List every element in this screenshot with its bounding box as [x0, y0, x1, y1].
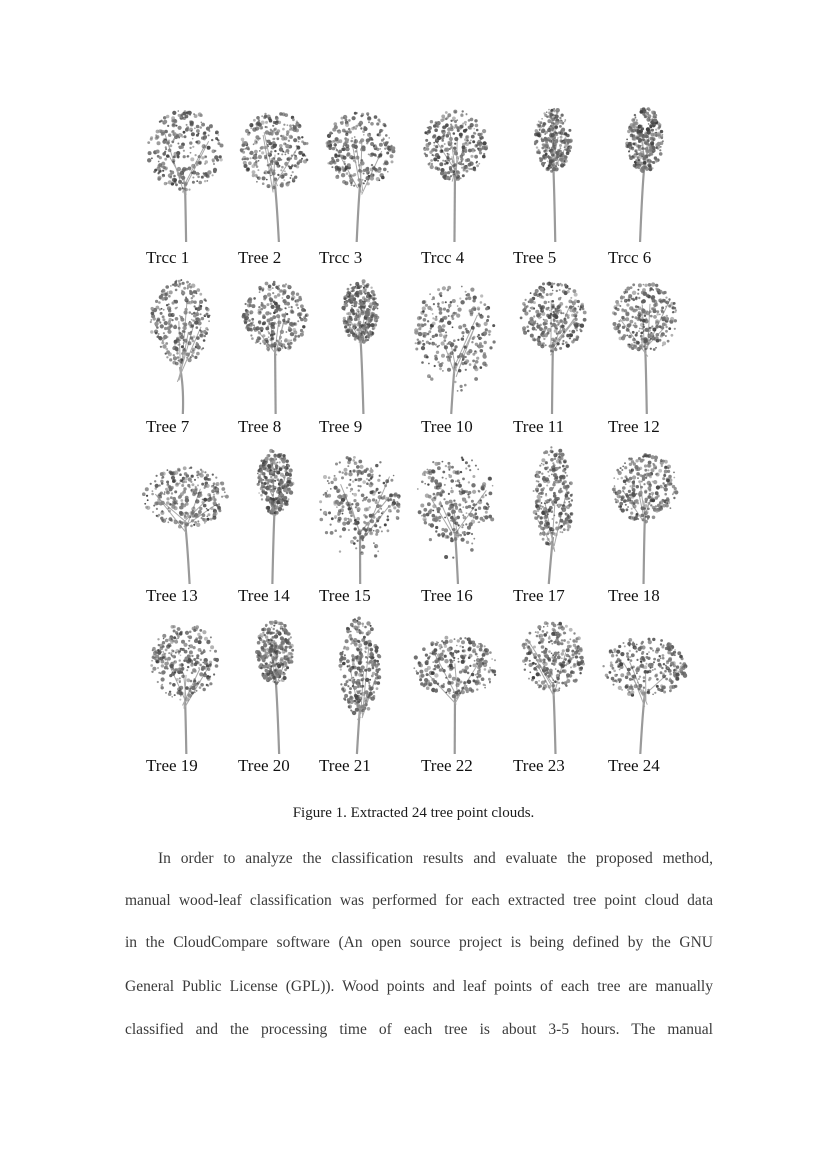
tree-label: Tree 22: [421, 756, 473, 775]
tree-point-cloud-image: [140, 442, 230, 592]
tree-label: Tree 18: [608, 586, 660, 605]
tree-label: Trcc 3: [319, 248, 363, 267]
tree-point-cloud-image: [410, 442, 500, 592]
tree-point-cloud-image: [230, 100, 320, 250]
tree-label: Trcc 1: [146, 248, 190, 267]
paragraph-line-2: manual wood-leaf classification was performed for each extracted tree point cloud data: [125, 892, 713, 909]
tree-point-cloud-image: [508, 272, 598, 422]
tree-point-cloud-image: [600, 612, 690, 762]
tree-point-cloud-image: [600, 272, 690, 422]
tree-label: Trcc 4: [421, 248, 465, 267]
tree-point-cloud-image: [315, 100, 405, 250]
tree-label: Tree 8: [238, 417, 282, 436]
tree-point-cloud-image: [315, 442, 405, 592]
tree-label: Tree 20: [238, 756, 290, 775]
tree-label: Tree 17: [513, 586, 565, 605]
paragraph-line-1: In order to analyze the classification results and evaluate the proposed method,: [158, 850, 713, 867]
tree-label: Tree 2: [238, 248, 282, 267]
tree-label: Tree 23: [513, 756, 565, 775]
tree-label: Trcc 6: [608, 248, 652, 267]
tree-point-cloud-image: [315, 612, 405, 762]
tree-label: Tree 14: [238, 586, 290, 605]
tree-label: Tree 16: [421, 586, 473, 605]
tree-point-cloud-image: [508, 612, 598, 762]
paragraph-line-5: classified and the processing time of each tree is about 3-5 hours. The manual: [125, 1021, 713, 1038]
tree-label: Tree 5: [513, 248, 557, 267]
tree-label: Tree 12: [608, 417, 660, 436]
tree-point-cloud-image: [508, 442, 598, 592]
tree-point-cloud-image: [600, 442, 690, 592]
tree-label: Tree 11: [513, 417, 565, 436]
tree-point-cloud-image: [230, 442, 320, 592]
tree-label: Tree 7: [146, 417, 190, 436]
paragraph-line-3: in the CloudCompare software (An open source project is being defined by the GNU: [125, 934, 713, 951]
tree-point-cloud-image: [230, 612, 320, 762]
tree-label: Tree 15: [319, 586, 371, 605]
tree-point-cloud-image: [315, 272, 405, 422]
tree-point-cloud-image: [140, 612, 230, 762]
tree-point-cloud-image: [140, 100, 230, 250]
paragraph-line-4: General Public License (GPL)). Wood points and leaf points of each tree are manually: [125, 978, 713, 995]
tree-label: Tree 9: [319, 417, 363, 436]
tree-point-cloud-image: [230, 272, 320, 422]
tree-label: Tree 24: [608, 756, 660, 775]
tree-point-cloud-image: [508, 100, 598, 250]
tree-point-cloud-image: [140, 272, 230, 422]
tree-label: Tree 21: [319, 756, 371, 775]
tree-label: Tree 13: [146, 586, 198, 605]
tree-label: Tree 10: [421, 417, 473, 436]
tree-point-cloud-image: [410, 272, 500, 422]
tree-point-cloud-image: [410, 100, 500, 250]
tree-point-cloud-image: [600, 100, 690, 250]
figure-caption: Figure 1. Extracted 24 tree point clouds.: [292, 805, 535, 821]
tree-point-cloud-image: [410, 612, 500, 762]
tree-label: Tree 19: [146, 756, 198, 775]
